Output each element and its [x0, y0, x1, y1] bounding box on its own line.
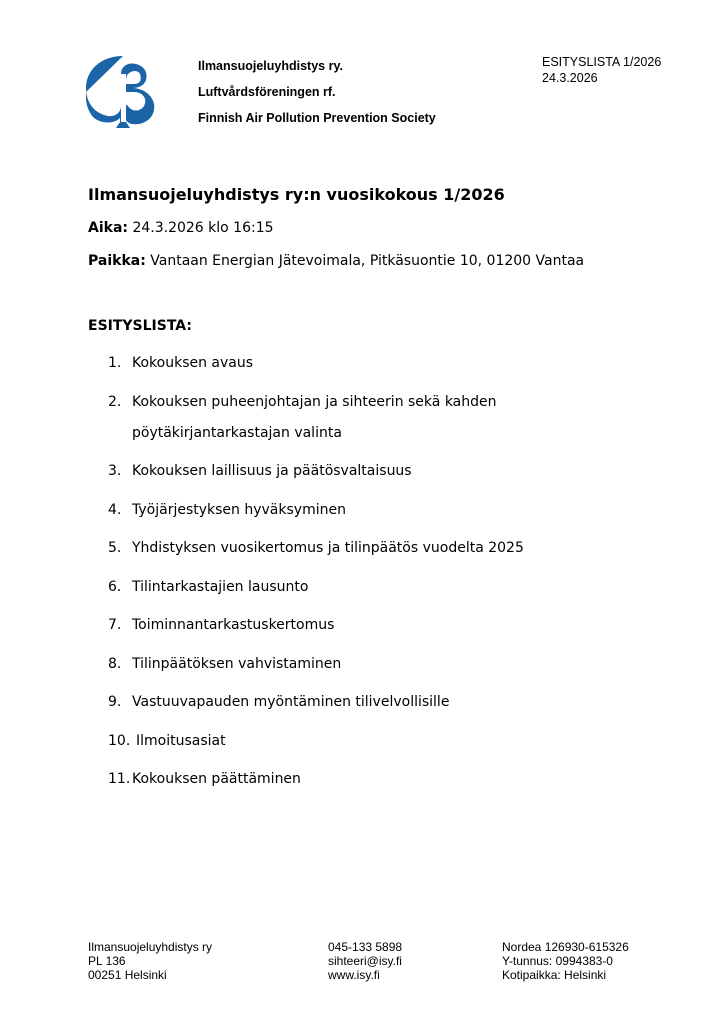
- agenda-item-number: 8.: [108, 655, 122, 672]
- agenda-item-number: 3.: [108, 463, 122, 479]
- organisation-names: [198, 58, 436, 136]
- footer-bank-account: Nordea 126930-615326: [502, 940, 629, 954]
- agenda-heading: ESITYSLISTA:: [88, 318, 192, 334]
- list-item: [108, 533, 628, 564]
- footer-contact: [328, 940, 402, 982]
- meeting-place: [88, 253, 584, 269]
- agenda-item-number: 5.: [108, 540, 122, 556]
- footer-po-box: PL 136: [88, 954, 126, 968]
- agenda-item-number: 6.: [108, 578, 122, 595]
- list-item: [108, 495, 628, 526]
- agenda-list: [108, 348, 628, 803]
- agenda-item-number: 10.: [108, 732, 131, 749]
- footer-city: 00251 Helsinki: [88, 968, 167, 982]
- footer-website: www.isy.fi: [328, 968, 380, 982]
- agenda-item-text: Toiminnantarkastuskertomus: [132, 617, 335, 633]
- document-id: ESITYSLISTA 1/2026: [542, 55, 662, 69]
- agenda-item-text: Tilintarkastajien lausunto: [132, 578, 309, 595]
- org-name-fi: Ilmansuojeluyhdistys ry.: [198, 59, 343, 73]
- footer-phone: 045-133 5898: [328, 940, 403, 954]
- society-logo: [86, 54, 160, 130]
- agenda-item-number: 7.: [108, 617, 122, 633]
- agenda-item-text: Yhdistyksen vuosikertomus ja tilinpäätös vuodelta 2025: [132, 540, 524, 556]
- meeting-place-label: Paikka:: [88, 253, 146, 269]
- agenda-item-number: 1.: [108, 355, 122, 371]
- agenda-item-text: Kokouksen laillisuus ja päätösvaltaisuus: [132, 463, 412, 479]
- agenda-item-number: 11.: [108, 771, 131, 787]
- agenda-item-number: 2.: [108, 393, 122, 410]
- agenda-item-text: Ilmoitusasiat: [136, 732, 226, 749]
- footer-domicile: Kotipaikka: Helsinki: [502, 968, 607, 982]
- document-date: 24.3.2026: [542, 71, 598, 85]
- footer-org-name: Ilmansuojeluyhdistys ry: [88, 940, 213, 954]
- agenda-item-text: Työjärjestyksen hyväksyminen: [132, 501, 346, 518]
- agenda-item-number: 9.: [108, 694, 122, 710]
- meeting-title: Ilmansuojeluyhdistys ry:n vuosikokous 1/2026: [88, 185, 505, 204]
- agenda-item-text: Vastuuvapauden myöntäminen tilivelvollisille: [132, 694, 450, 710]
- agenda-item-text: Tilinpäätöksen vahvistaminen: [132, 655, 342, 672]
- agenda-item-text: Kokouksen päättäminen: [132, 771, 301, 787]
- meeting-time-value: 24.3.2026 klo 16:15: [132, 220, 274, 236]
- list-item: [108, 572, 628, 603]
- agenda-item-number: 4.: [108, 501, 122, 518]
- list-item: [108, 726, 628, 757]
- meeting-place-value: Vantaan Energian Jätevoimala, Pitkäsuontie 10, 01200 Vantaa: [150, 253, 585, 269]
- footer-address: [88, 940, 212, 982]
- agenda-item-text: Kokouksen puheenjohtajan ja sihteerin sekä kahden pöytäkirjantarkastajan valinta: [132, 393, 497, 441]
- meeting-time-label: Aika:: [88, 220, 128, 236]
- list-item: [108, 610, 628, 641]
- org-name-en: Finnish Air Pollution Prevention Society: [198, 111, 436, 125]
- org-name-sv: Luftvårdsföreningen rf.: [198, 85, 336, 99]
- list-item: [108, 687, 628, 718]
- list-item: [108, 348, 628, 379]
- list-item: [108, 649, 628, 680]
- footer-registration: [502, 940, 629, 982]
- meeting-time: [88, 220, 274, 236]
- list-item: [108, 387, 522, 449]
- footer-email: sihteeri@isy.fi: [328, 954, 402, 968]
- list-item: [108, 764, 628, 795]
- agenda-item-text: Kokouksen avaus: [132, 355, 254, 371]
- footer-business-id: Y-tunnus: 0994383-0: [502, 954, 613, 968]
- document-reference: [542, 54, 661, 86]
- list-item: [108, 456, 628, 487]
